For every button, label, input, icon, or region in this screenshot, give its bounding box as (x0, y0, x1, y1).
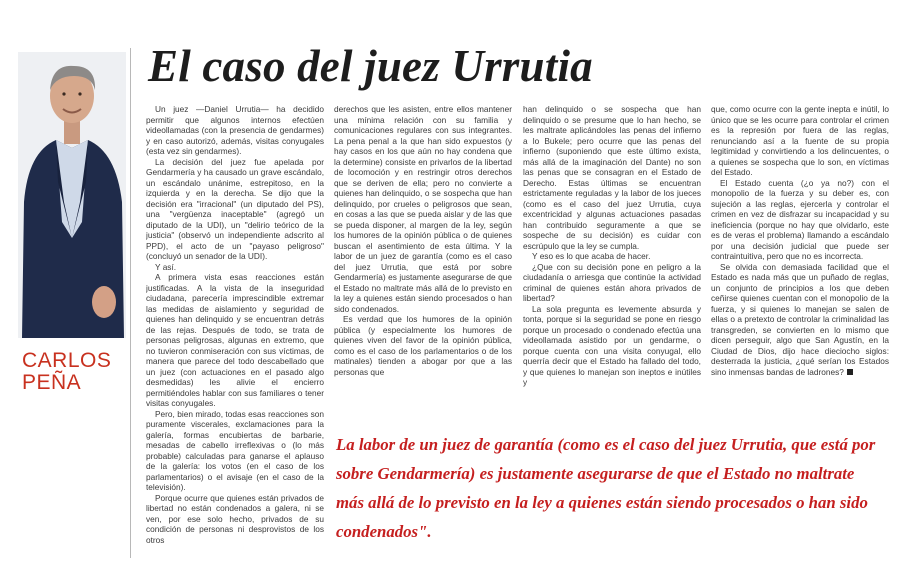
body-column-4 (711, 104, 889, 426)
paragraph: derechos que les asisten, entre ellos mantener una mínima relación con su familia y comunicaciones regulares con sus integrantes. La pena penal a la que han sido expuestos (y hay casos en los que aún no hay condena que la determine) consiste en privarlos de la libertad de locomoción y en restringir otros derechos que se deriven de ella; pero no convierte a quienes han delinquido, o se sospecha que han delinquido, por crueles o peligrosos que sean, en cosas a las que se pueda aislar y de las que se pueda disponer, al margen de la ley, según los humores de la opinión pública o de quienes buscan el asentimiento de esta última. Y la labor de un juez de garantía (como es el caso del juez Urrutia, que está por sobre Gendarmería) es justamente asegurarse de que el Estado no maltrate más allá de lo previsto en la ley a quienes están siendo procesados o han sido condenados. (334, 104, 512, 314)
paragraph: Es verdad que los humores de la opinión pública (y especialmente los humores de quienes viven del favor de la opinión pública, como es el caso de los parlamentarios o de los matinales) tienden a abogar por que a las personas que (334, 314, 512, 377)
author-photo (18, 52, 126, 338)
paragraph-text: Se olvida con demasiada facilidad que el Estado es nada más que un puñado de reglas, un conjunto de principios a los que deben ceñirse quienes cuentan con el monopolio de la fuerza, y si quienes lo manejan se salen de ellas o a pretexto de controlar la criminalidad las transgreden, se convierten en lo mismo que dicen perseguir, algo que San Agustín, en la Ciudad de Dios, dijo hace dieciocho siglos: desterrada la justicia, ¿qué serían los Estados sino inmensas bandas de ladrones? (711, 261, 889, 377)
paragraph: La decisión del juez fue apelada por Gendarmería y ha causado un grave escándalo, un escándalo unánime, estrepitoso, en la izquierda y en la derecha. Se dijo que la decisión era "irracional" (un diputado del PS), una "vergüenza inaceptable" (agregó un diputado de la UDI), un "delirio teórico de la justicia" (observó un independiente adscrito al PPD), el acto de un "payaso peligroso" (concluyó un senador de la UDI). (146, 156, 324, 261)
author-last-name: PEÑA (22, 371, 82, 394)
author-name (22, 350, 111, 394)
paragraph: ¿Que con su decisión pone en peligro a la ciudadanía o arriesga que continúe la actividad criminal de quienes están ahora privados de libertad? (523, 261, 701, 303)
end-of-article-mark (847, 369, 853, 375)
paragraph: Pero, bien mirado, todas esas reacciones son puramente viscerales, exclamaciones para la galería, formas encubiertas de barbarie, mesadas de cabello irreflexivas o (lo más probable) calculadas para ganarse el aplauso de la galería: los votos (en el caso de los parlamentarios) o el avisaje (en el caso de la televisión). (146, 408, 324, 492)
paragraph: han delinquido o se sospecha que han delinquido o se presume que lo han hecho, se les maltrate aplicándoles las penas del infierno a lo Bukele; pero ocurre que las penas del infierno (suponiendo que este último exista, más allá de la imaginación del Dante) no son las penas que se consagran en el Estado de Derecho. Estas últimas se encuentran estrictamente reguladas y la labor de los jueces (como es el caso del juez Urrutia, cuya excentricidad y algunas actuaciones pasadas han contribuido seguramente a que se sospeche de su decisión) es cuidar con escrúpulo que la ley se cumpla. (523, 104, 701, 251)
body-column-2 (334, 104, 512, 426)
paragraph: Y así. (155, 261, 177, 272)
author-first-name: CARLOS (22, 349, 112, 372)
paragraph: Y eso es lo que acaba de hacer. (532, 251, 651, 261)
paragraph (711, 262, 889, 378)
author-column (18, 52, 126, 552)
paragraph: que, como ocurre con la gente inepta e inútil, lo único que se les ocurre para controlar el crimen es la represión por fuera de las reglas, renunciando así a la fuente de su propia legitimidad y convirtiendo a los delincuentes, o a quienes se sospecha que lo son, en víctimas del Estado. (711, 104, 889, 177)
paragraph: El Estado cuenta (¿o ya no?) con el monopolio de la fuerza y su deber es, con sujeción a las reglas, ejercerla y controlar el crimen en vez de disfrazar su incapacidad y su ineficiencia (porque no hay que olvidarlo, este es de veras el problema) llamando a escándalo por una decisión judicial que puede ser contraintuitiva, pero que no es incorrecta. (711, 177, 889, 261)
pull-quote: La labor de un juez de garantía (como es el caso del juez Urrutia, que está por sobre Gendarmería) es justamente asegurarse de que el Estado no maltrate más allá de lo previsto en la ley a quienes están siendo procesados o han sido condenados". (336, 435, 876, 541)
body-column-1 (146, 104, 324, 552)
body-column-3 (523, 104, 701, 426)
paragraph: Porque ocurre que quienes están privados de libertad no están condenados a galera, ni se ven, por ese solo hecho, privados de su condición de personas ni desprovistos de los otros (146, 492, 324, 545)
paragraph: Un juez —Daniel Urrutia— ha decidido permitir que algunos internos efectúen videollamadas (con la presencia de gendarmes) y en caso autorizó, además, visitas conyugales (esta vez sin gendarmes). (146, 104, 324, 156)
paragraph: La sola pregunta es levemente absurda y tonta, porque si la seguridad se pone en riesgo porque un procesado o condenado efectúa una videollamada asistido por un gendarme, o porque cuenta con una visita conyugal, ello querría decir que el Estado ha fallado del todo, y que quienes lo manejan son ineptos e inútiles y (523, 303, 701, 387)
column-divider (130, 48, 131, 558)
headline: El caso del juez Urrutia (148, 41, 593, 91)
paragraph: A primera vista esas reacciones están justificadas. A la vista de la inseguridad ciudadana, parecería imprescindible extremar las medidas de aislamiento y seguridad de quienes han delinquido y se encuentran detrás de las rejas. Después de todo, se trata de personas peligrosas, algunas en extremo, que no tuvieron conmiseración con sus víctimas, de manera que parece del todo descabellado que un juez (con actuaciones en el pasado algo desmedidas) les alivie el encierro permitiéndoles hablar con sus familiares o tener visitas conyugales. (146, 272, 324, 408)
